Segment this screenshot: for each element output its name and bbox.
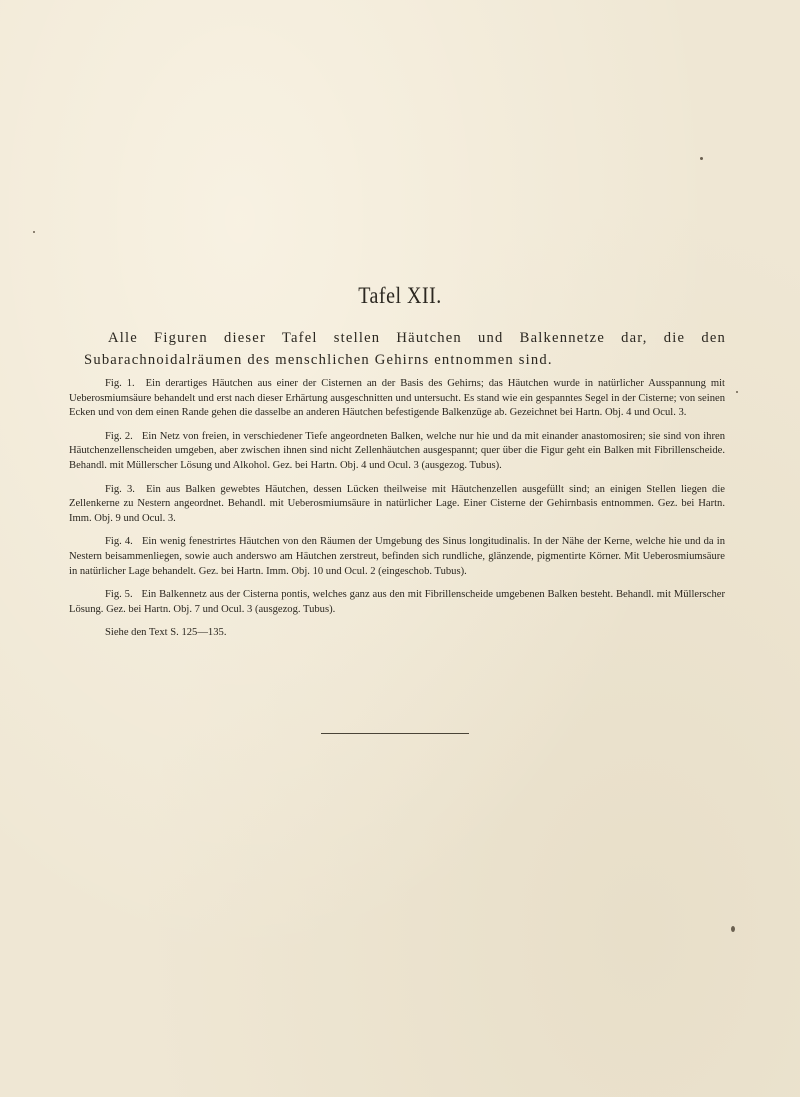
figure-text: Ein Netz von freien, in verschiedener Tiefe angeordneten Balken, welche nur hie und da mit einander anastomosiren; sie sind von ihren Häutchenzellenscheiden umgeben, aber zwischen ihnen sind nicht Zellenhäutchen ausgespannt; quer über die Figur geht ein Balken mit Fibrillenscheide. Behandl. mit Müllerscher Lösung und Alkohol. Gez. bei Hartn. Obj. 4 und Ocul. 3 (ausgezog. Tubus).	[69, 430, 725, 471]
figure-text: Ein derartiges Häutchen aus einer der Cisternen an der Basis des Gehirns; das Häutchen wurde in natürlicher Ausspannung mit Ueberosmiumsäure behandelt und erst nach dieser Erhärtung ausgeschnitten und untersucht. Es stand wie ein gespanntes Segel in der Cisterne; von seinen Ecken und von dem einen Rande gehen die dasselbe an anderen Häutchen befestigende Balkenzüge ab. Gezeichnet bei Hartn. Obj. 4 und Ocul. 3.	[69, 378, 725, 419]
figure-description-5	[69, 588, 725, 617]
paper-speck	[700, 157, 703, 160]
paper-speck	[731, 926, 735, 932]
paper-speck	[736, 391, 738, 393]
figure-text: Ein Balkennetz aus der Cisterna pontis, welches ganz aus den mit Fibrillenscheide umgebenen Balken besteht. Behandl. mit Müllerscher Lösung. Gez. bei Hartn. Obj. 7 und Ocul. 3 (ausgezog. Tubus).	[69, 589, 726, 615]
figure-description-1	[69, 377, 725, 421]
figure-description-4	[69, 535, 725, 579]
figure-description-2	[69, 430, 725, 474]
closing-rule	[321, 733, 469, 734]
plate-title: Tafel XII.	[358, 283, 442, 309]
plate-introduction: Alle Figuren dieser Tafel stellen Häutchen und Balkennetze dar, die den Subarachnoidalräumen des menschlichen Gehirns entnommen sind.	[84, 330, 726, 368]
text-reference: Siehe den Text S. 125—135.	[105, 627, 227, 639]
figure-text: Ein wenig fenestrirtes Häutchen von den Räumen der Umgebung des Sinus longitudinalis. In der Nähe der Kerne, welche hie und da in Nestern beisammenliegen, sowie auch anderswo am Häutchen zerstreut, befinden sich rundliche, glänzende, pigmentirte Körner. Mit Ueberosmiumsäure in natürlicher Lage behandelt. Gez. bei Hartn. Imm. Obj. 10 und Ocul. 2 (eingeschob. Tubus).	[69, 536, 725, 577]
figure-label: Fig. 4.	[105, 536, 133, 548]
figure-label: Fig. 5.	[105, 589, 133, 601]
figure-description-3	[69, 483, 725, 527]
figure-descriptions	[69, 377, 725, 650]
figure-text: Ein aus Balken gewebtes Häutchen, dessen Lücken theilweise mit Häutchenzellen ausgefüllt sind; an einigen Stellen liegen die Zellenkerne zu Nestern angeordnet. Behandl. mit Ueberosmiumsäure in natürlicher Lage. Einer Cisterne der Gehirnbasis entnommen. Gez. bei Hartn. Imm. Obj. 9 und Ocul. 3.	[69, 483, 725, 524]
figure-label: Fig. 1.	[105, 378, 135, 389]
figure-label: Fig. 2.	[105, 430, 133, 442]
figure-label: Fig. 3.	[105, 483, 135, 495]
paper-speck	[33, 231, 35, 233]
